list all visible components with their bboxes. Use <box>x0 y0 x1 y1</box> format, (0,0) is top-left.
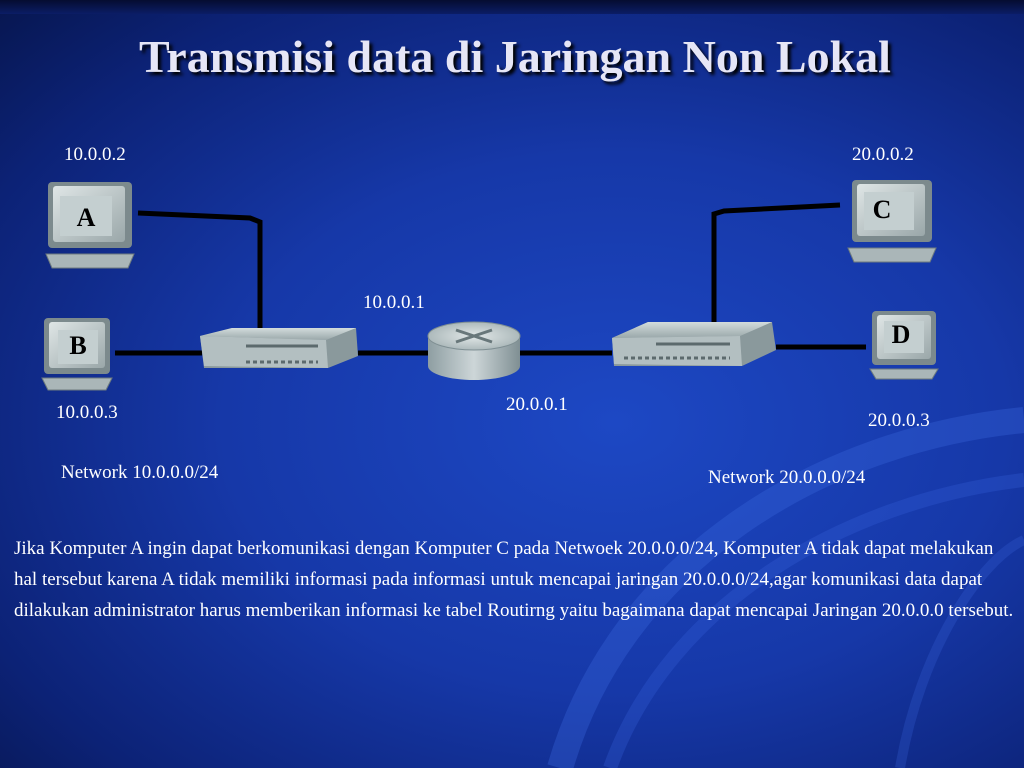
computer-b <box>42 318 112 390</box>
computer-c <box>848 180 936 262</box>
cable-c-switch <box>714 205 840 322</box>
computer-b-letter: B <box>69 331 87 360</box>
switch-left-icon <box>200 328 358 368</box>
computer-d-letter: D <box>891 320 911 349</box>
computer-a <box>46 182 134 268</box>
computer-c-letter: C <box>872 195 892 224</box>
ip-label-b: 10.0.0.3 <box>56 402 118 423</box>
slide-title: Transmisi data di Jaringan Non Lokal <box>139 31 891 82</box>
explanation-paragraph: Jika Komputer A ingin dapat berkomunikasi dengan Komputer C pada Netwoek 20.0.0.0/24, Komputer A tidak dapat melakukan hal tersebut karena A tidak memiliki informasi pada informasi untuk mencapai jaringan 20.0.0.0/24,agar komunikasi data dapat dilakukan administrator harus memberikan informasi ke tabel Routirng yaitu bagaimana dapat mencapai Jaringan 20.0.0.0 tersebut. <box>14 538 1014 621</box>
network-label-right: Network 20.0.0.0/24 <box>708 467 866 488</box>
router-ip-left: 10.0.0.1 <box>363 292 425 313</box>
ip-label-a: 10.0.0.2 <box>64 144 126 165</box>
computer-a-letter: A <box>76 203 96 232</box>
ip-label-c: 20.0.0.2 <box>852 144 914 165</box>
cable-a-switch <box>138 213 260 330</box>
ip-label-d: 20.0.0.3 <box>868 410 930 431</box>
computer-d <box>870 311 938 379</box>
router-icon <box>428 322 520 380</box>
switch-right-icon <box>612 322 776 366</box>
network-label-left: Network 10.0.0.0/24 <box>61 462 219 483</box>
router-ip-right: 20.0.0.1 <box>506 394 568 415</box>
